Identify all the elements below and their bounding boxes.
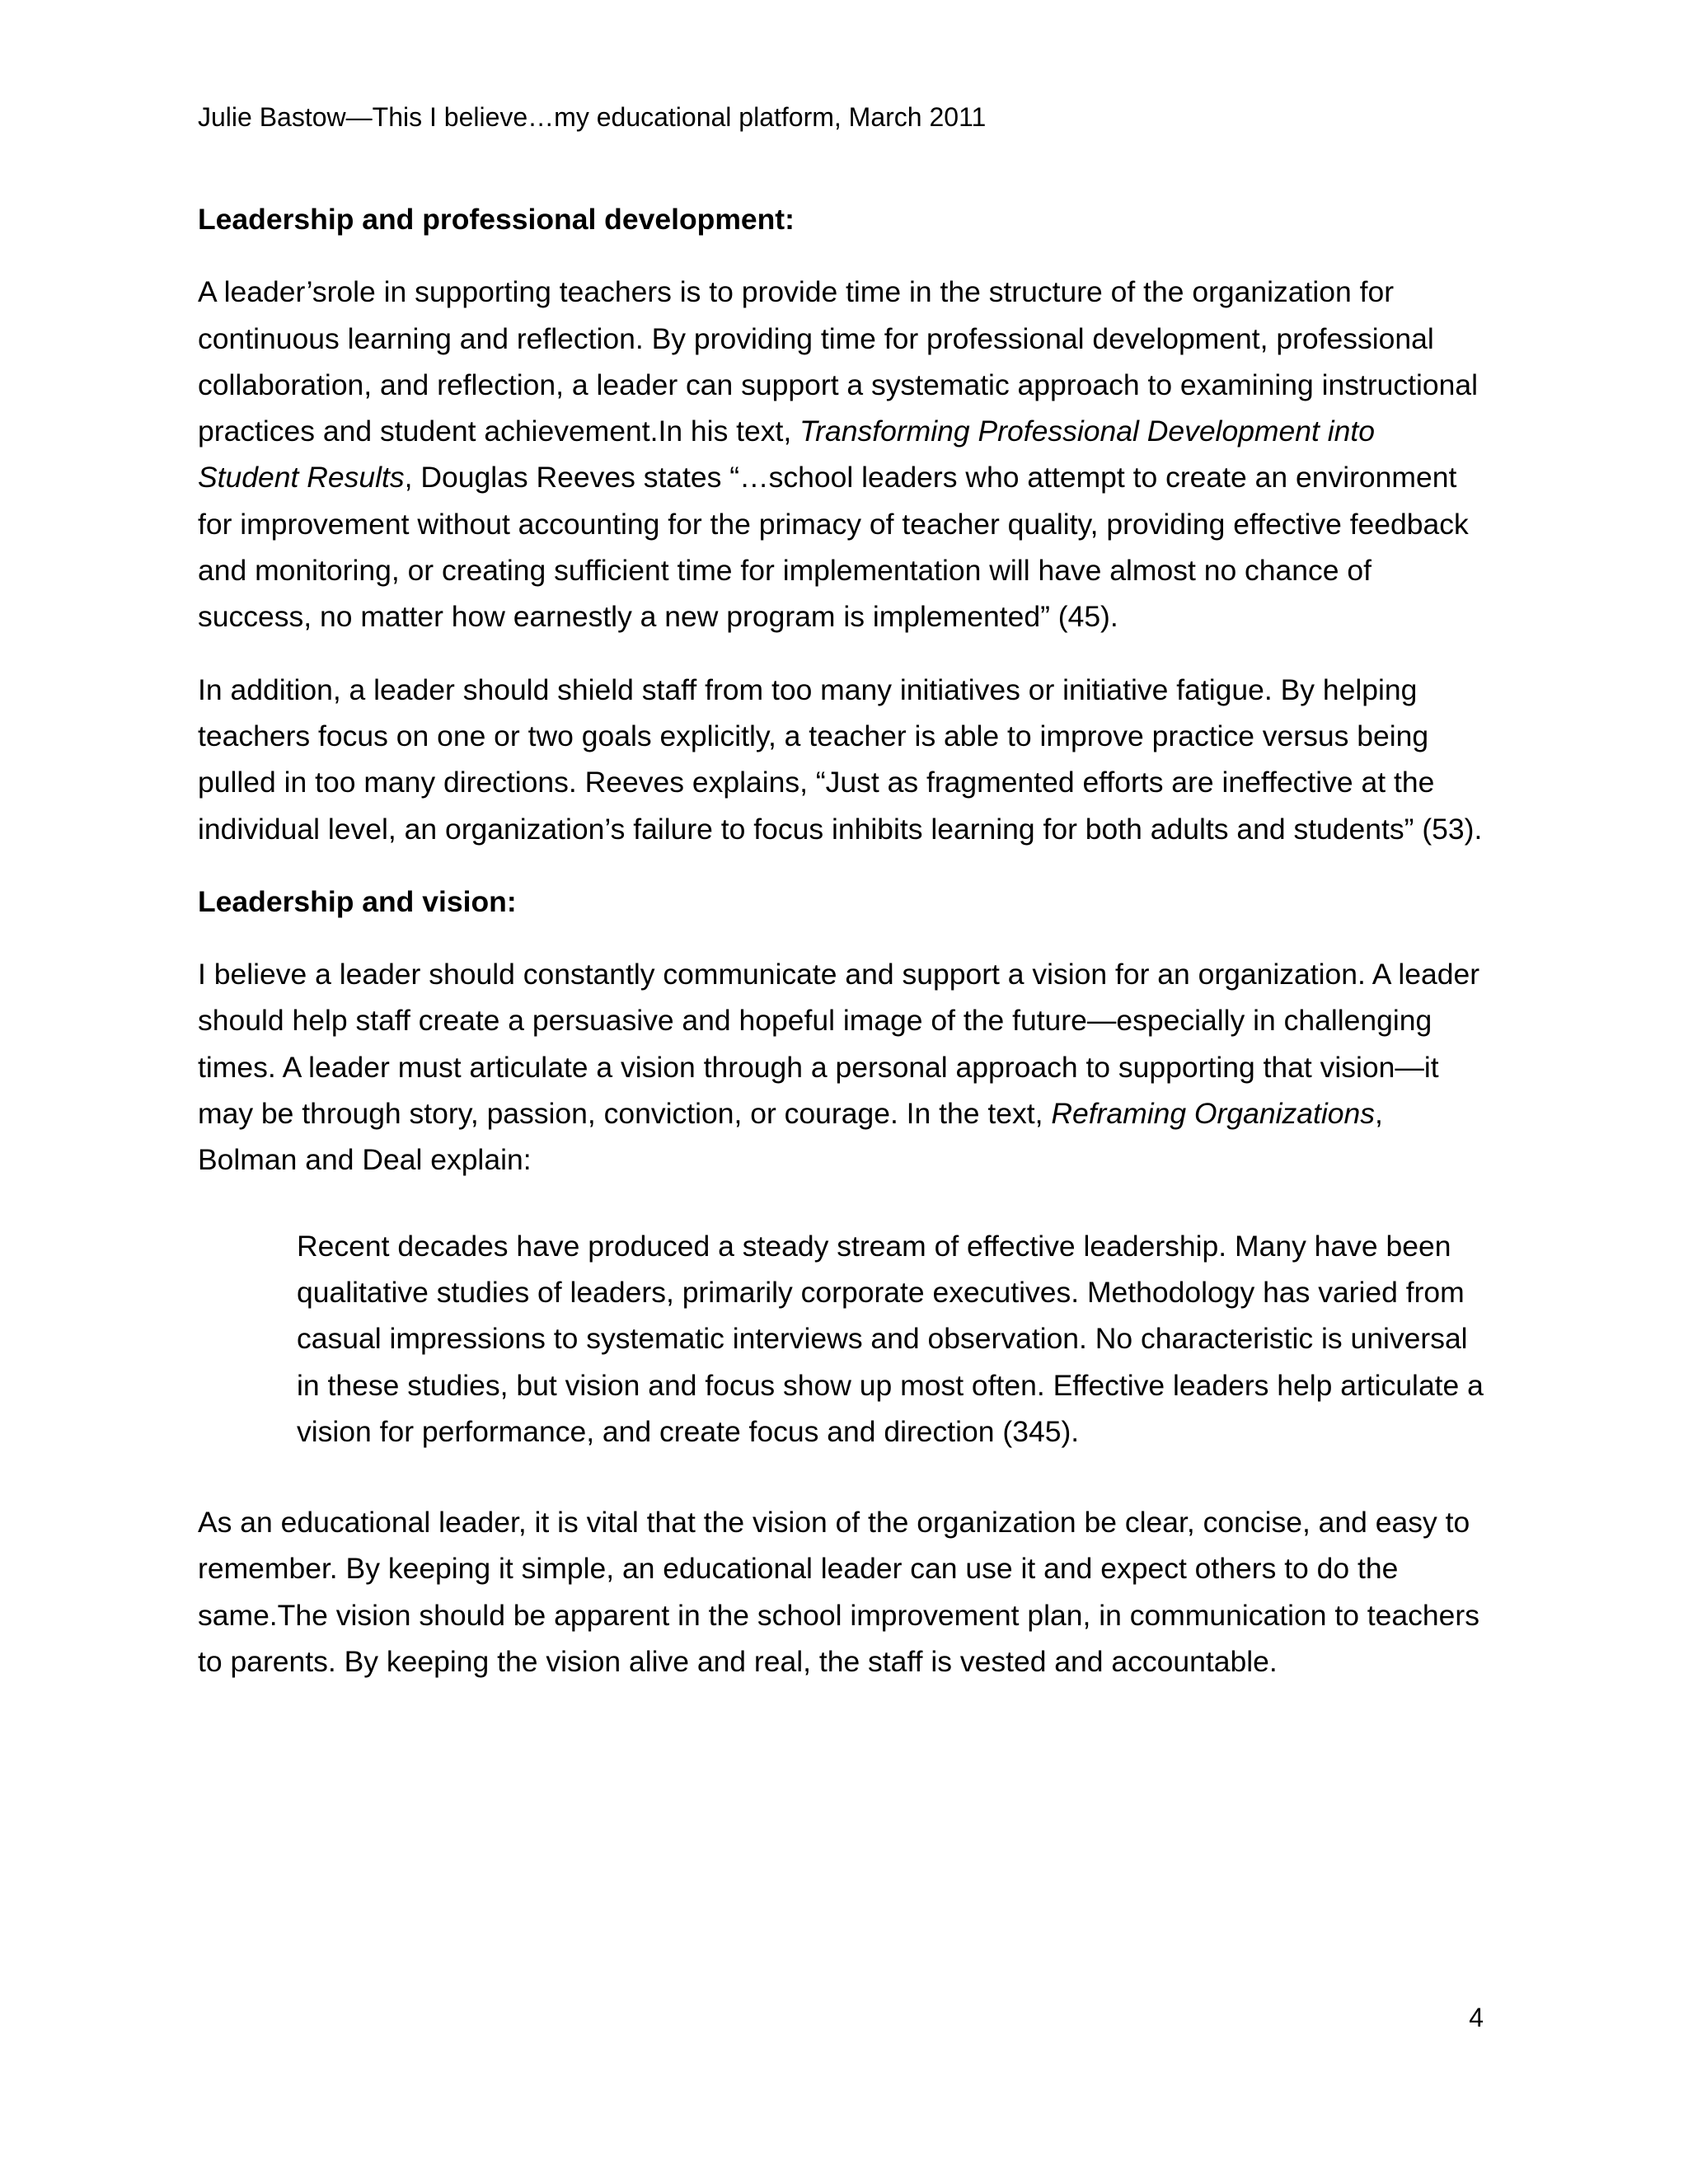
paragraph-educational-leader: As an educational leader, it is vital that the vision of the organization be clear, concise, and easy to remember. By keeping it simple, an educational leader can use it and expect others to do the same.The vision should be apparent in the school improvement plan, in communication to teachers to parents. By keeping the vision alive and real, the staff is vested and accountable. [198,1506,1479,1679]
page-number: 4 [1469,2003,1484,2032]
paragraph-initiative-fatigue: In addition, a leader should shield staff from too many initiatives or initiative fatigue. By helping teachers focus on one or two goals explicitly, a teacher is able to improve practice versus being pulled in too many directions. Reeves explains, “Just as fragmented efforts are ineffective at the individual level, an organization’s failure to focus inhibits learning for both adults and students” (53). [198,673,1483,846]
running-header: Julie Bastow—This I believe…my educational platform, March 2011 [198,102,987,132]
section-heading-professional-development: Leadership and professional development: [198,203,795,236]
paragraph-text: A leader’srole in supporting teachers is to provide time in the structure of the organization for continuous learning and reflection. By providing time for professional development, professional collaboration, and reflection, a leader can support a systematic approach to examining instructional practices and student achievement.In his text, [198,275,1479,448]
paragraph-text: I believe a leader should constantly communicate and support a vision for an organization. A leader should help staff create a persuasive and hopeful image of the future—especially in challenging times. A leader must articulate a vision through a personal approach to supporting that vision—it may be through story, passion, conviction, or courage. In the text, [198,958,1480,1131]
paragraph-vision [198,951,1484,1183]
book-title: Reframing Organizations [1051,1097,1375,1131]
document-body [198,196,1484,1711]
section-heading-vision: Leadership and vision: [198,884,517,918]
paragraph-text: , Douglas Reeves states “…school leaders who attempt to create an environment for improvement without accounting for the primacy of teacher quality, providing effective feedback and monitoring, or creating sufficient time for implementation will have almost no chance of success, no matter how earnestly a new program is implemented” (45). [198,461,1469,634]
paragraph-leader-role [198,269,1484,640]
paragraph-text: , Bolman and Deal explain: [198,1097,1383,1177]
block-quote: Recent decades have produced a steady stream of effective leadership. Many have been qualitative studies of leaders, primarily corporate executives. Methodology has varied from casual impressions to systematic interviews and observation. No characteristic is universal in these studies, but vision and focus show up most often. Effective leaders help articulate a vision for performance, and create focus and direction (345). [297,1229,1484,1448]
book-title: Transforming Professional Development into Student Results [198,415,1375,494]
